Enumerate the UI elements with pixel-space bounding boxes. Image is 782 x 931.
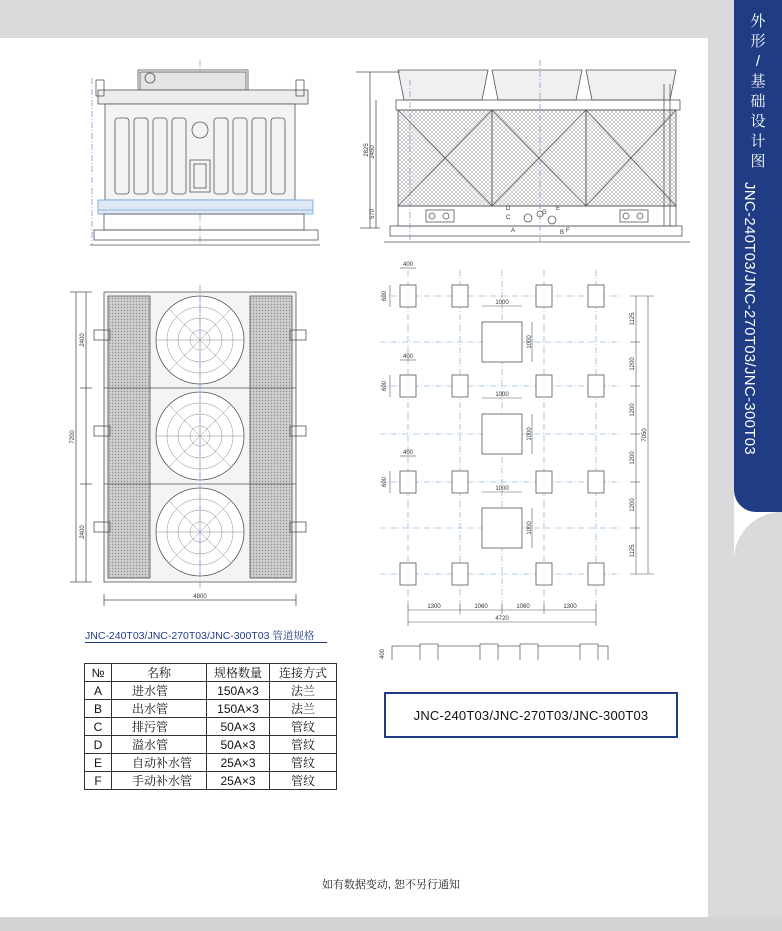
- fp-dim-1000-c: 1000: [495, 392, 509, 398]
- fp-dim-600-c: 600: [382, 476, 388, 488]
- row-spec: 150A×3: [207, 700, 270, 718]
- fp-right-dim-1: 1125: [630, 312, 636, 326]
- dim-2450: 2450: [370, 145, 376, 159]
- section-title-char: 基: [750, 73, 766, 90]
- section-title-char: 形: [750, 33, 766, 50]
- fp-dim-1000-e: 1000: [495, 486, 509, 492]
- foundation-plan: [380, 268, 654, 660]
- pipe-spec-table: [84, 663, 337, 790]
- row-no: A: [85, 682, 112, 700]
- section-model: JNC-240T03/JNC-270T03/JNC-300T03: [741, 182, 758, 456]
- table-row: [85, 772, 337, 790]
- row-no: E: [85, 754, 112, 772]
- fp-right-dim-2: 1200: [630, 357, 636, 371]
- front-elevation: [90, 60, 320, 245]
- fp-right-dim-5: 1200: [630, 498, 636, 512]
- row-name: 出水管: [112, 700, 207, 718]
- table-row: [85, 682, 337, 700]
- footer-note: 如有数据变动, 恕不另行通知: [321, 879, 461, 891]
- fp-dim-1000-f: 1000: [527, 521, 533, 535]
- pipe-label-g: G: [542, 210, 547, 216]
- header-spec: 规格数量: [207, 664, 270, 682]
- section-title-char: 础: [750, 93, 766, 110]
- fp-section-dim: 400: [380, 648, 386, 660]
- row-spec: 50A×3: [207, 736, 270, 754]
- row-no: F: [85, 772, 112, 790]
- row-spec: 50A×3: [207, 718, 270, 736]
- row-no: D: [85, 736, 112, 754]
- row-spec: 25A×3: [207, 772, 270, 790]
- row-connection: 管纹: [270, 718, 337, 736]
- row-connection: 管纹: [270, 754, 337, 772]
- fp-total-width: 4720: [495, 616, 509, 622]
- pipe-spec-caption: JNC-240T03/JNC-270T03/JNC-300T03 管道规格: [85, 630, 315, 642]
- dim-2400-top: 2400: [80, 333, 86, 347]
- row-spec: 150A×3: [207, 682, 270, 700]
- row-no: B: [85, 700, 112, 718]
- fp-dim-400-a: 400: [402, 262, 414, 268]
- model-label: JNC-240T03/JNC-270T03/JNC-300T03: [413, 707, 649, 723]
- row-connection: 管纹: [270, 772, 337, 790]
- header-name: 名称: [112, 664, 207, 682]
- row-connection: 法兰: [270, 682, 337, 700]
- fp-bottom-dim-2: 1060: [474, 604, 488, 610]
- fp-dim-1000-b: 1000: [527, 335, 533, 349]
- side-elevation: [356, 60, 690, 242]
- row-spec: 25A×3: [207, 754, 270, 772]
- side-band: [708, 0, 734, 931]
- dim-570: 570: [370, 208, 376, 220]
- side-band-curve: [734, 512, 782, 931]
- dim-7200: 7200: [70, 430, 76, 444]
- section-title-char: 图: [750, 153, 766, 170]
- fp-dim-400-b: 400: [402, 354, 414, 360]
- fp-bottom-dim-1: 1300: [427, 604, 441, 610]
- table-row: [85, 736, 337, 754]
- fp-total-height: 7050: [642, 428, 648, 442]
- header-connection: 连接方式: [270, 664, 337, 682]
- row-name: 自动补水管: [112, 754, 207, 772]
- row-no: C: [85, 718, 112, 736]
- dim-2825: 2825: [364, 143, 370, 157]
- header-no: №: [85, 664, 112, 682]
- table-header-row: [85, 664, 337, 682]
- pipe-spec-caption-underline: [85, 642, 327, 643]
- fp-right-dim-3: 1200: [630, 403, 636, 417]
- fp-bottom-dim-4: 1300: [563, 604, 577, 610]
- section-title-char: 计: [750, 133, 766, 150]
- footer-band: [0, 917, 782, 931]
- pipe-label-a: A: [511, 228, 516, 234]
- row-name: 进水管: [112, 682, 207, 700]
- pipe-label-d: D: [506, 206, 511, 212]
- row-name: 溢水管: [112, 736, 207, 754]
- section-title-char: 外: [750, 13, 766, 30]
- fp-right-dim-4: 1200: [630, 451, 636, 465]
- table-row: [85, 754, 337, 772]
- model-label-box: [384, 692, 678, 738]
- section-title: [736, 12, 780, 172]
- top-plan-view: [70, 285, 306, 606]
- fp-bottom-dim-3: 1060: [516, 604, 530, 610]
- pipe-label-e: E: [556, 206, 561, 212]
- section-title-char: 设: [750, 113, 766, 130]
- row-name: 手动补水管: [112, 772, 207, 790]
- fp-dim-400-c: 400: [402, 450, 414, 456]
- dim-4800: 4800: [193, 594, 207, 600]
- row-connection: 法兰: [270, 700, 337, 718]
- dim-2400-bottom: 2400: [80, 525, 86, 539]
- fp-dim-600-b: 600: [382, 380, 388, 392]
- row-name: 排污管: [112, 718, 207, 736]
- fp-dim-600-a: 600: [382, 290, 388, 302]
- pipe-label-f: F: [566, 228, 570, 234]
- table-row: [85, 718, 337, 736]
- pipe-label-c: C: [506, 215, 511, 221]
- fp-dim-1000-a: 1000: [495, 300, 509, 306]
- row-connection: 管纹: [270, 736, 337, 754]
- pipe-label-b: B: [560, 230, 565, 236]
- fp-right-dim-6: 1125: [630, 544, 636, 558]
- fp-dim-1000-d: 1000: [527, 427, 533, 441]
- table-row: [85, 700, 337, 718]
- section-title-char: /: [755, 53, 761, 70]
